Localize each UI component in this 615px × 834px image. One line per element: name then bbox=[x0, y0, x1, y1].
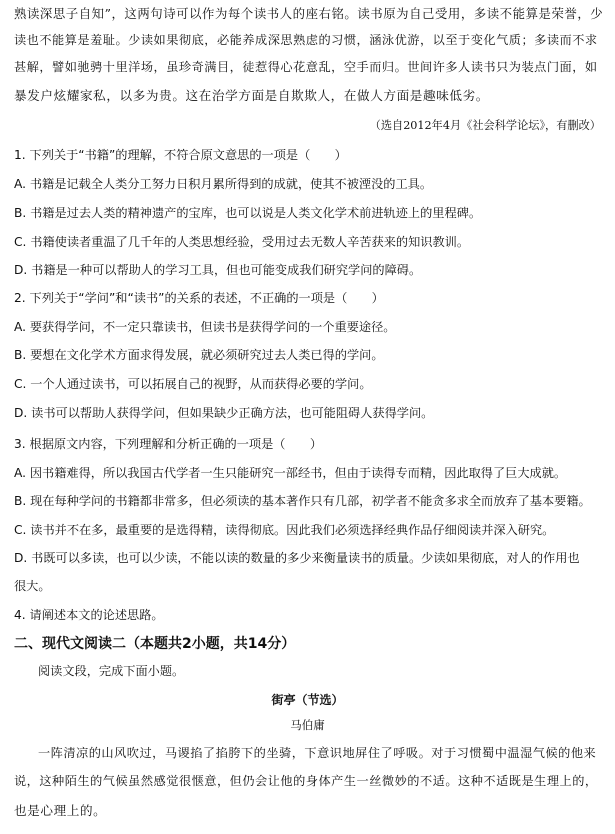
question-2-option-a: A. 要获得学问，不一定只靠读书，但读书是获得学问的一个重要途径。 bbox=[14, 320, 396, 334]
question-1-option-b: B. 书籍是过去人类的精神遗产的宝库，也可以说是人类文化学术前进轨迹上的里程碑。 bbox=[14, 206, 482, 220]
reading-line-1: 一阵清凉的山风吹过，马谡掐了掐胯下的坐骑，下意识地屏住了呼吸。对于习惯蜀中温湿气候的他来 bbox=[38, 746, 597, 760]
question-4: 4. 请阐述本文的论述思路。 bbox=[14, 608, 164, 622]
question-2-stem: 2. 下列关于“学问”和“读书”的关系的表述，不正确的一项是（ ） bbox=[14, 291, 384, 305]
reading-line-3: 也是心理上的。 bbox=[14, 803, 107, 818]
passage-line-1: 熟读深思子自知”，这两句诗可以作为每个读书人的座右铭。读书原为自己受用，多读不能算是荣誉，少 bbox=[14, 6, 604, 21]
passage-line-2: 读也不能算是羞耻。少读如果彻底，必能养成深思熟虑的习惯，涵泳优游，以至于变化气质；多读而不求 bbox=[14, 33, 598, 47]
reading-title: 街亭（节选） bbox=[271, 693, 344, 707]
question-3-option-d-continued: 很大。 bbox=[14, 579, 51, 593]
question-3-option-b: B. 现在每种学问的书籍都非常多，但必须读的基本著作只有几部，初学者不能贪多求全而放弃了基本要籍。 bbox=[14, 494, 591, 508]
passage-line-4: 暴发户炫耀家私，以多为贵。这在治学方面是自欺欺人，在做人方面是趣味低劣。 bbox=[14, 88, 489, 103]
question-2-option-c: C. 一个人通过读书，可以拓展自己的视野，从而获得必要的学问。 bbox=[14, 377, 372, 391]
question-2-option-b: B. 要想在文化学术方面求得发展，就必须研究过去人类已得的学问。 bbox=[14, 348, 384, 362]
source-citation: （选自2012年4月《社会科学论坛》，有删改） bbox=[369, 119, 601, 132]
section-heading: 二、现代文阅读二（本题共2小题，共14分） bbox=[14, 636, 296, 652]
question-1-option-c: C. 书籍使读者重温了几千年的人类思想经验，受用过去无数人辛苦获来的知识教训。 bbox=[14, 235, 470, 249]
question-3-option-d: D. 书既可以多读，也可以少读，不能以读的数量的多少来衡量读书的质量。少读如果彻底，对人的作用也 bbox=[14, 551, 580, 565]
reading-author: 马伯庸 bbox=[290, 718, 325, 732]
question-3-stem: 3. 根据原文内容，下列理解和分析正确的一项是（ ） bbox=[14, 437, 323, 451]
question-1-option-a: A. 书籍是记载全人类分工努力日积月累所得到的成就，使其不被湮没的工具。 bbox=[14, 177, 433, 191]
reading-line-2: 说，这种陌生的气候虽然感觉很惬意，但仍会让他的身体产生一丝微妙的不适。这种不适既是生理上的， bbox=[14, 774, 598, 788]
question-2-option-d: D. 读书可以帮助人获得学问，但如果缺少正确方法，也可能阻碍人获得学问。 bbox=[14, 406, 434, 420]
question-3-option-a: A. 因书籍难得，所以我国古代学者一生只能研究一部经书，但由于读得专而精，因此取得了巨大成就。 bbox=[14, 466, 567, 480]
reading-instruction: 阅读文段，完成下面小题。 bbox=[38, 664, 185, 678]
question-3-option-c: C. 读书并不在多，最重要的是选得精，读得彻底。因此我们必须选择经典作品仔细阅读并深入研究。 bbox=[14, 523, 555, 537]
question-1-option-d: D. 书籍是一种可以帮助人的学习工具，但也可能变成我们研究学问的障碍。 bbox=[14, 263, 422, 277]
question-1-stem: 1. 下列关于“书籍”的理解，不符合原文意思的一项是（ ） bbox=[14, 148, 347, 162]
passage-line-3: 甚解，譬如驰骋十里洋场，虽珍奇满目，徒惹得心花意乱，空手而归。世间许多人读书只为装点门面，如 bbox=[14, 60, 598, 74]
